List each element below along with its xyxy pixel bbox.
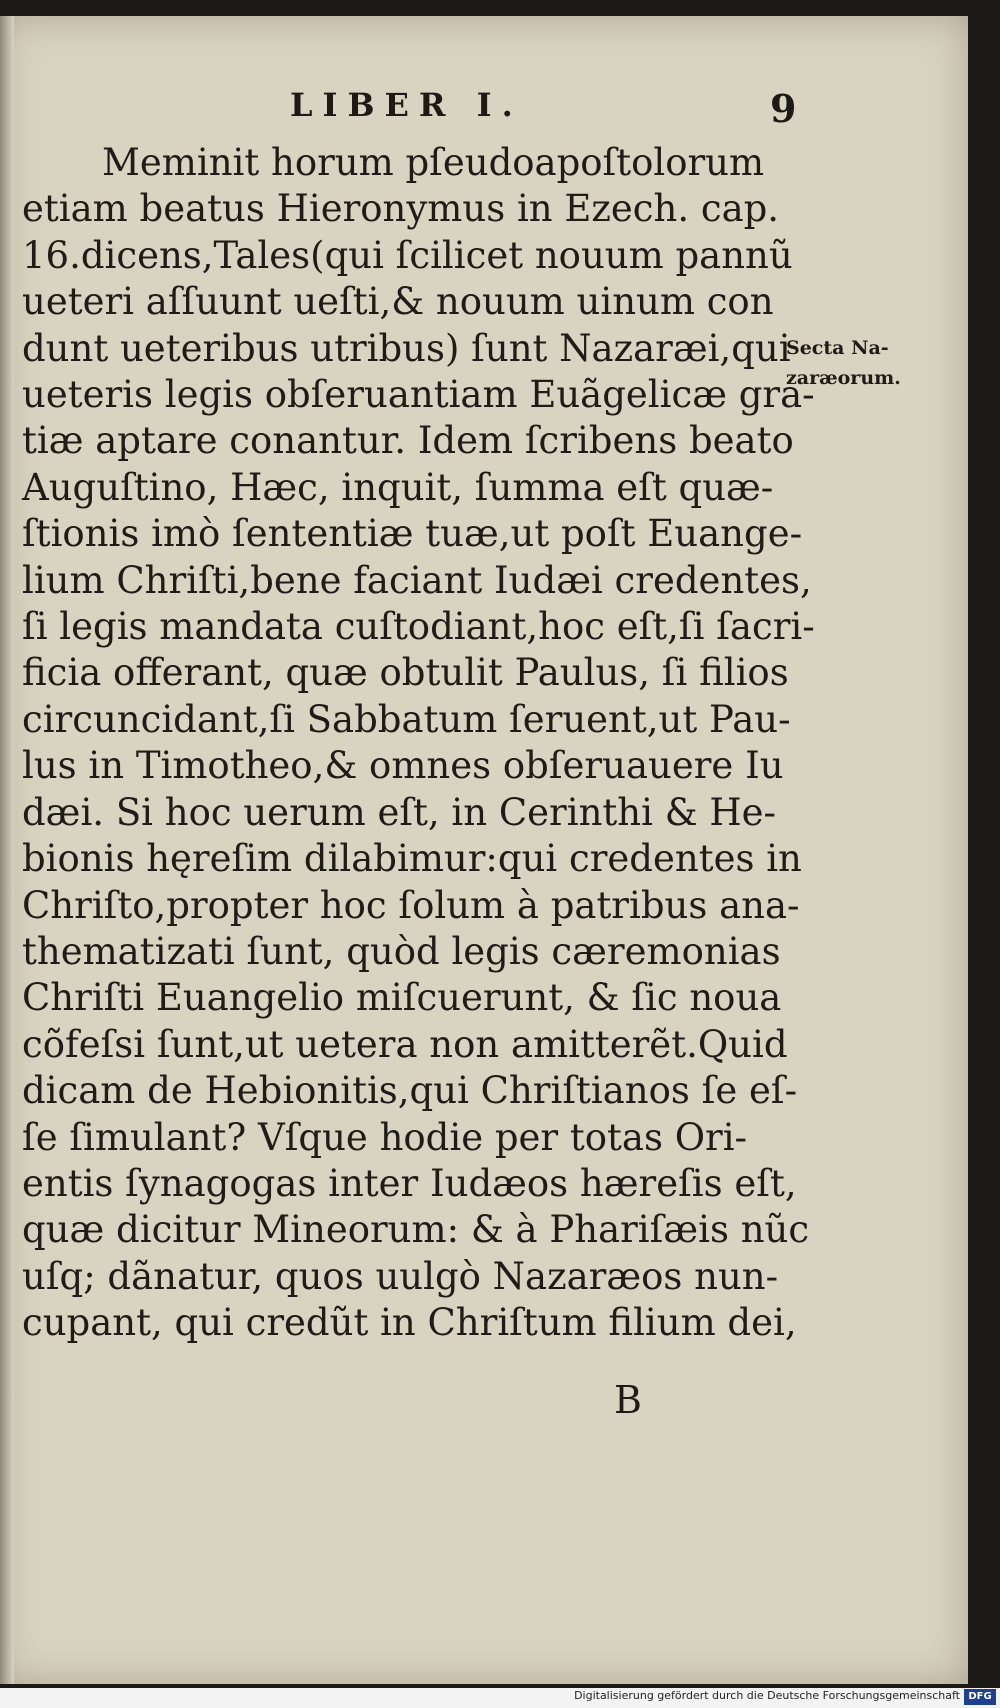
page-gutter-shadow: [0, 16, 14, 1684]
signature-mark: B: [614, 1378, 642, 1422]
text-line: entis ſynagogas inter Iudæos hæreſis eſt,: [22, 1161, 797, 1205]
text-line: quæ dicitur Mineorum: & à Phariſæis nũc: [22, 1208, 810, 1252]
text-line: Chriſti Euangelio miſcuerunt, & ſic noua: [22, 976, 782, 1020]
text-line: ueteri aſſuunt ueſti,& nouum uinum con: [22, 280, 774, 324]
text-line: etiam beatus Hieronymus in Ezech. cap.: [22, 187, 780, 231]
scan-top-border: [0, 0, 1000, 16]
text-line: lium Chriſti,bene faciant Iudæi credentes,: [22, 558, 812, 602]
text-line: bionis hęreſim dilabimur:qui credentes in: [22, 837, 802, 881]
text-line: thematizati ſunt, quòd legis cæremonias: [22, 929, 781, 973]
dfg-logo: DFG: [964, 1689, 996, 1705]
text-line: Meminit horum pſeudoapoſtolorum: [102, 141, 765, 184]
text-line: circuncidant,ſi Sabbatum ſeruent,ut Pau-: [22, 697, 791, 741]
text-line: cupant, qui credũt in Chriſtum filium dei,: [22, 1301, 797, 1345]
text-line: ficia offerant, quæ obtulit Paulus, ſi filios: [22, 651, 789, 695]
marginal-note-line: Secta Na-: [786, 337, 889, 359]
text-line: uſq; dãnatur, quos uulgò Nazaræos nun-: [22, 1254, 779, 1298]
text-line: tiæ aptare conantur. Idem ſcribens beato: [22, 419, 794, 463]
text-line: lus in Timotheo,& omnes obſeruauere Iu: [22, 744, 784, 788]
running-head: LIBER I.: [290, 86, 523, 124]
funding-credit: Digitalisierung gefördert durch die Deutsche Forschungsgemeinschaft: [574, 1689, 960, 1702]
text-line: ſi legis mandata cuſtodiant,hoc eſt,ſi ſacri-: [22, 605, 815, 649]
text-line: ueteris legis obſeruantiam Euãgelicæ gra-: [22, 373, 815, 417]
text-line: cõfeſsi ſunt,ut uetera non amitterẽt.Quid: [22, 1022, 788, 1066]
text-line: dæi. Si hoc uerum eſt, in Cerinthi & He-: [22, 790, 777, 834]
text-line: ſe ſimulant? Vſque hodie per totas Ori-: [22, 1115, 748, 1159]
text-line: ſtionis imò ſententiæ tuæ,ut poſt Euange-: [22, 512, 803, 556]
page-number: 9: [770, 86, 797, 131]
text-line: dicam de Hebionitis,qui Chriſtianos ſe eſ-: [22, 1069, 798, 1113]
text-line: 16.dicens,Tales(qui ſcilicet nouum pannũ: [22, 233, 793, 277]
text-line: Auguſtino, Hæc, inquit, ſumma eſt quæ-: [22, 465, 774, 509]
marginal-note-line: zaræorum.: [786, 367, 901, 389]
marginal-note: [786, 333, 901, 393]
text-line: dunt ueteribus utribus) ſunt Nazaræi,qui: [22, 326, 791, 370]
body-text: [22, 140, 815, 1347]
scan-right-border: [968, 0, 1000, 1708]
text-line: Chriſto,propter hoc ſolum à patribus ana-: [22, 883, 800, 927]
